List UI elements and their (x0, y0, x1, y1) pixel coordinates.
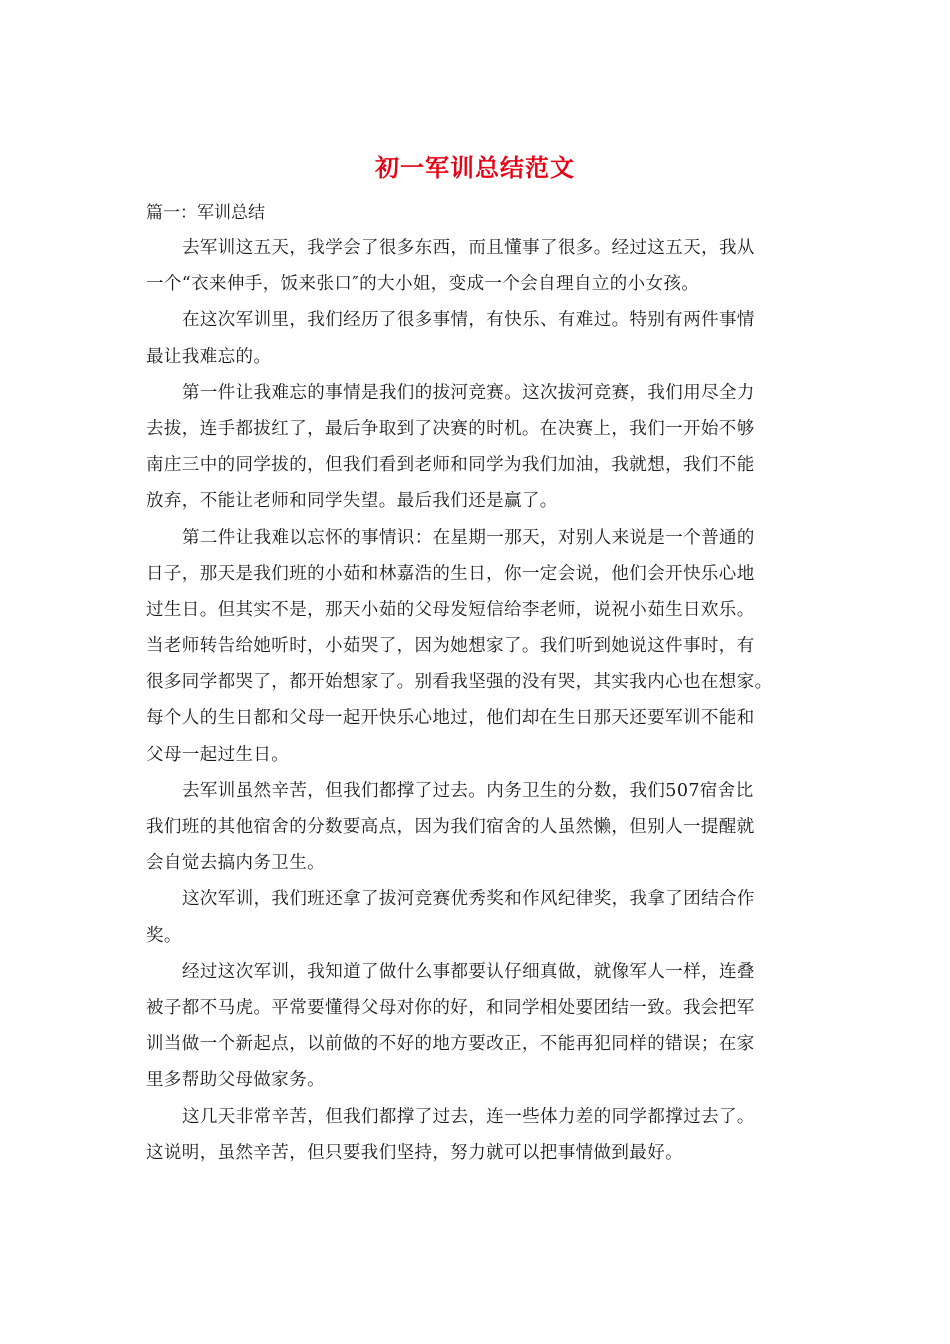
paragraph-line: 放弃，不能让老师和同学失望。最后我们还是赢了。 (146, 491, 558, 512)
paragraph-line: 这说明，虽然辛苦，但只要我们坚持，努力就可以把事情做到最好。 (146, 1142, 683, 1163)
paragraph-line: 在这次军训里，我们经历了很多事情，有快乐、有难过。特别有两件事情 (182, 310, 755, 331)
paragraph-line: 当老师转告给她听时，小茹哭了，因为她想家了。我们听到她说这件事时，有 (146, 636, 755, 657)
paragraph-line: 去拔，连手都拔红了，最后争取到了决赛的时机。在决赛上，我们一开始不够 (146, 418, 755, 439)
paragraph-line: 经过这次军训，我知道了做什么事都要认仔细真做，就像军人一样，连叠 (182, 961, 755, 982)
paragraph-line: 里多帮助父母做家务。 (146, 1070, 325, 1091)
paragraph-line: 南庄三中的同学拔的，但我们看到老师和同学为我们加油，我就想，我们不能 (146, 455, 755, 476)
paragraph (146, 375, 810, 520)
paragraph-line: 这次军训，我们班还拿了拔河竞赛优秀奖和作风纪律奖，我拿了团结合作 (182, 889, 755, 910)
paragraph-line: 每个人的生日都和父母一起开快乐心地过，他们却在生日那天还要军训不能和 (146, 708, 755, 729)
paragraph-line: 日子，那天是我们班的小茹和林嘉浩的生日，你一定会说，他们会开快乐心地 (146, 563, 755, 584)
paragraph (146, 773, 810, 882)
paragraph (146, 1099, 810, 1171)
paragraph-line: 这几天非常辛苦，但我们都撑了过去，连一些体力差的同学都撑过去了。 (182, 1106, 755, 1127)
paragraph (146, 881, 810, 953)
paragraph-line: 去军训这五天，我学会了很多东西，而且懂事了很多。经过这五天，我从 (182, 238, 755, 258)
paragraph-line: 我们班的其他宿舍的分数要高点，因为我们宿舍的人虽然懒，但别人一提醒就 (146, 817, 755, 837)
paragraph-line: 父母一起过生日。 (146, 744, 290, 765)
paragraph-line: 被子都不马虎。平常要懂得父母对你的好，和同学相处要团结一致。我会把军 (146, 997, 755, 1018)
section-heading: 篇一：军训总结 (146, 203, 265, 223)
paragraph-line: 第二件让我难以忘怀的事情识：在星期一那天，对别人来说是一个普通的 (182, 527, 755, 548)
paragraph-line: 很多同学都哭了，都开始想家了。别看我坚强的没有哭，其实我内心也在想家。 (146, 672, 773, 693)
paragraph-line: 会自觉去搞内务卫生。 (146, 853, 325, 874)
paragraph-line: 过生日。但其实不是，那天小茹的父母发短信给李老师，说祝小茹生日欢乐。 (146, 599, 755, 620)
paragraph (146, 302, 810, 374)
document-title: 初一军训总结范文 (375, 153, 575, 182)
paragraph-line: 第一件让我难忘的事情是我们的拔河竞赛。这次拔河竞赛，我们用尽全力 (182, 382, 755, 403)
paragraph-line: 奖。 (146, 925, 182, 946)
paragraph (146, 954, 810, 1099)
paragraph-line: 训当做一个新起点，以前做的不好的地方要改正，不能再犯同样的错误；在家 (146, 1034, 755, 1055)
paragraph-line: 去军训虽然辛苦，但我们都撑了过去。内务卫生的分数，我们507宿舍比 (182, 780, 754, 801)
document-body (146, 196, 810, 1171)
paragraph-line: 最让我难忘的。 (146, 346, 272, 367)
paragraph (146, 520, 810, 773)
paragraph (146, 230, 810, 302)
paragraph-line: 一个“衣来伸手，饭来张口″的大小姐，变成一个会自理自立的小女孩。 (146, 274, 700, 295)
